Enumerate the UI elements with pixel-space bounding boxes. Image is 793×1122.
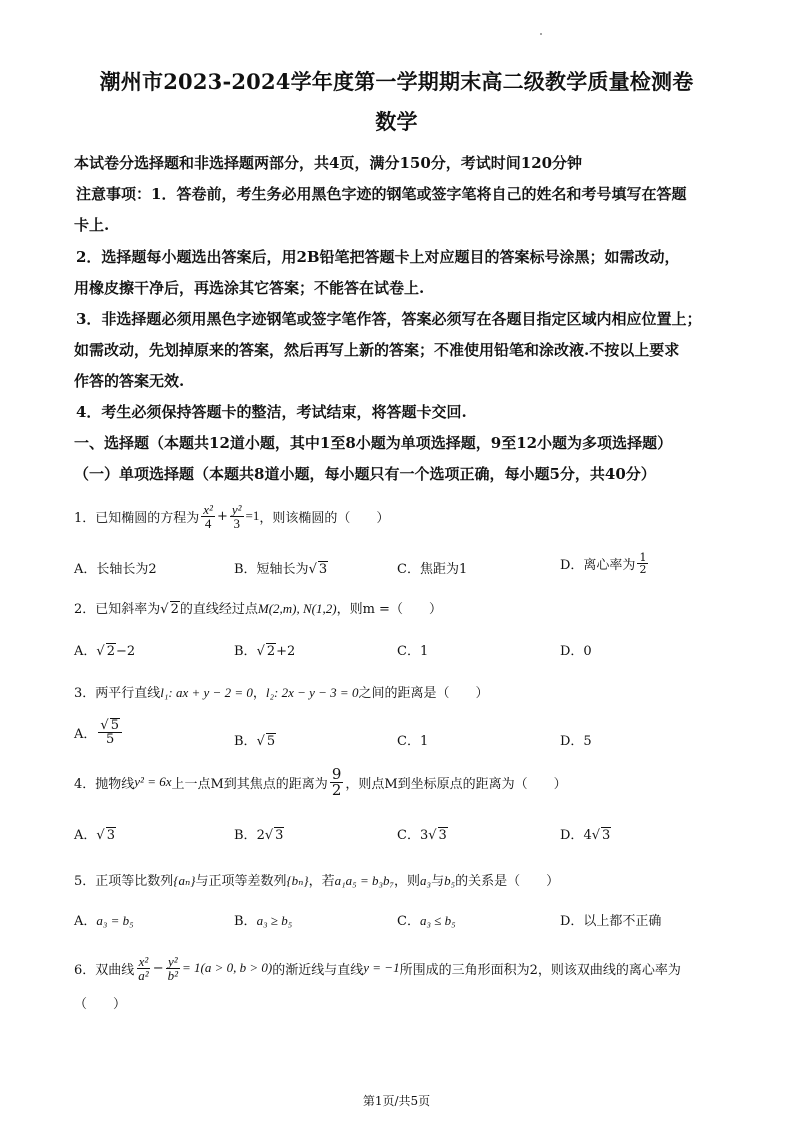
q1-option-c: C．焦距为1: [397, 562, 468, 577]
question-1: [74, 494, 389, 538]
q5-option-a: A．a₃ = b₅: [74, 913, 134, 929]
question-2: 2．已知斜率为√ 2的直线经过点M(2,m), N(1,2)，则m =（ ）: [74, 601, 442, 617]
exam-title: 潮州市2023-2024学年度第一学期期末高二级教学质量检测卷: [99, 69, 694, 94]
q1-stem: 1．已知椭圆的方程为: [74, 510, 200, 526]
q1-option-a: A．长轴长为2: [74, 562, 157, 577]
q1-plus: +: [216, 508, 228, 524]
q5-option-c: C．a₃ ≤ b₅: [397, 913, 456, 929]
q3-option-b: B．√ 5: [234, 734, 276, 749]
q3-option-c: C．1: [397, 734, 429, 749]
q1-option-b: B．短轴长为√ 3: [234, 562, 328, 577]
note-1b: 卡上.: [74, 216, 110, 234]
q2-option-a: A．√ 2−2: [74, 644, 136, 659]
section-heading: 一、选择题（本题共12道小题，其中1至8小题为单项选择题，9至12小题为多项选择题）: [74, 434, 673, 452]
instructions-line1: 本试卷分选择题和非选择题两部分，共4页，满分150分，考试时间120分钟: [74, 154, 583, 172]
scan-dot: [540, 33, 542, 35]
note-3b: 如需改动，先划掉原来的答案，然后再写上新的答案；不准使用铅笔和涂改液.不按以上要求: [74, 341, 680, 359]
q6-bracket: （ ）: [74, 997, 127, 1012]
question-5: 5．正项等比数列{aₙ}与正项等差数列{bₙ}，若a₁a₅ = b₃b₇，则a₃与b₅的关系是（ ）: [74, 873, 560, 889]
q3-option-a: A． $\frac{√ 5}{5}$: [74, 718, 124, 746]
question-4: 4．抛物线 y² = 6x 上一点M到其焦点的距离为 $\frac{9}{2}$ ，则点M到坐标原点的距离为（ ）: [74, 764, 567, 799]
q1-fraction-y: $\frac{\text{y²}}{3}$: [231, 501, 242, 531]
question-3: 3．两平行直线l₁: ax + y − 2 = 0，l₂: 2x − y − 3 = 0之间的距离是（ ）: [74, 685, 489, 701]
q3-option-d: D．5: [560, 734, 592, 749]
q1-fraction-x: $\frac{\text{x²}}{4}$: [203, 501, 213, 531]
subsection-heading: （一）单项选择题（本题共8道小题，每小题只有一个选项正确，每小题5分，共40分）: [74, 465, 656, 483]
q1-option-d: D．离心率为 $\frac{1}{2}$: [560, 551, 647, 576]
note-2b: 用橡皮擦干净后，再选涂其它答案；不能答在试卷上.: [74, 279, 425, 297]
q4-option-a: A．√ 3: [74, 828, 115, 843]
q5-option-d: D．以上都不正确: [560, 914, 662, 929]
q4-option-d: D．4√ 3: [560, 828, 611, 843]
note-2a: 2．选择题每小题选出答案后，用2B铅笔把答题卡上对应题目的答案标号涂黑；如需改动，: [76, 248, 680, 266]
q4-option-c: C．3√ 3: [397, 828, 447, 843]
q1-equals: =1: [245, 508, 260, 523]
question-6: 6．双曲线 $\frac{\text{x²}}{\text{a²}}$ − $\frac{\text{y²}}{\text{b²}}$ = 1(a > 0, b > 0) 的渐近线与直线 y = −1 所围成的三角形面积为2，则该双曲线的离心率为: [74, 953, 681, 983]
note-4: 4．考生必须保持答题卡的整洁，考试结束，将答题卡交回.: [76, 403, 467, 421]
q4-option-b: B．2√ 3: [234, 828, 284, 843]
q2-option-b: B．√ 2+2: [234, 644, 296, 659]
q2-option-c: C．1: [397, 644, 429, 659]
page-number: 第1页/共5页: [362, 1094, 431, 1108]
q1-tail: ，则该椭圆的（ ）: [259, 510, 390, 526]
q5-option-b: B．a₃ ≥ b₅: [234, 913, 293, 929]
note-1a: 注意事项：1．答卷前，考生务必用黑色字迹的钢笔或签字笔将自己的姓名和考号填写在答题: [76, 185, 687, 203]
subject-title: 数学: [375, 109, 418, 134]
q2-option-d: D．0: [560, 644, 592, 659]
note-3a: 3．非选择题必须用黑色字迹钢笔或签字笔作答，答案必须写在各题目指定区域内相应位置上；: [76, 310, 702, 328]
note-3c: 作答的答案无效.: [74, 372, 185, 390]
